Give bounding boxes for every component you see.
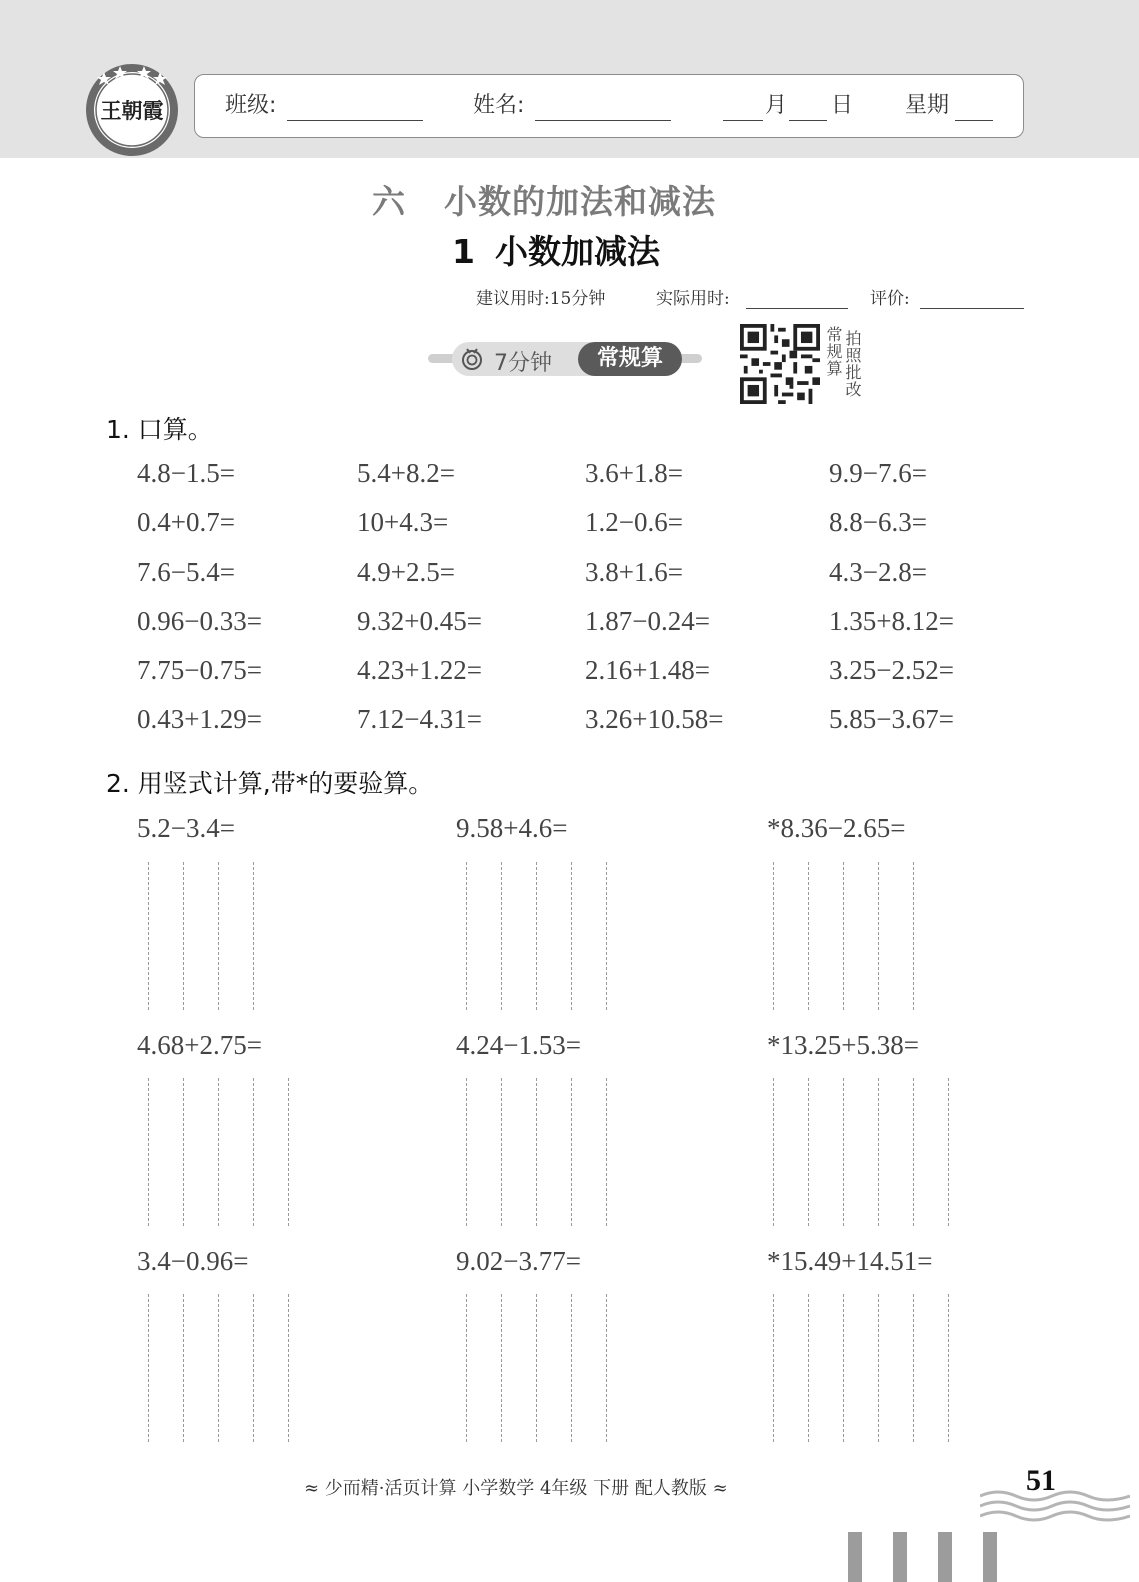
lesson-number: 1 xyxy=(452,232,475,271)
actual-time-label: 实际用时: xyxy=(656,289,730,309)
chapter-title: 小数的加法和减法 xyxy=(444,182,716,221)
question-2-title: 2. 用竖式计算,带*的要验算。 xyxy=(106,769,434,798)
day-field[interactable] xyxy=(789,98,827,121)
vertical-calc-problem: 9.02−3.77= xyxy=(456,1246,581,1276)
work-area[interactable] xyxy=(466,1078,616,1226)
mental-math-item: 7.6−5.4= xyxy=(137,557,235,587)
vertical-calc-problem: 4.68+2.75= xyxy=(137,1030,262,1060)
edge-mark xyxy=(893,1532,907,1582)
mental-math-item: 9.32+0.45= xyxy=(357,606,482,636)
qr-code-icon[interactable] xyxy=(740,324,820,404)
actual-time-field[interactable] xyxy=(746,290,848,309)
mental-math-item: 1.87−0.24= xyxy=(585,606,710,636)
mental-math-item: 3.25−2.52= xyxy=(829,655,954,685)
mental-math-item: 3.6+1.8= xyxy=(585,458,683,488)
qr-caption-left: 常规算 xyxy=(824,326,843,377)
class-field[interactable] xyxy=(287,98,423,121)
qr-caption-right: 拍照批改 xyxy=(843,330,862,398)
chapter-number: 六 xyxy=(372,182,406,221)
medal-icon xyxy=(460,347,484,371)
work-area[interactable] xyxy=(466,862,616,1010)
lesson-title: 小数加减法 xyxy=(494,232,660,271)
mental-math-item: 3.8+1.6= xyxy=(585,557,683,587)
work-area[interactable] xyxy=(148,1078,298,1226)
work-area[interactable] xyxy=(148,1294,298,1442)
logo-text: 王朝霞 xyxy=(100,98,164,123)
vertical-calc-problem: 5.2−3.4= xyxy=(137,813,235,843)
month-label: 月 xyxy=(765,93,788,118)
day-label: 日 xyxy=(831,93,854,118)
vertical-calc-problem: 4.24−1.53= xyxy=(456,1030,581,1060)
mental-math-item: 5.4+8.2= xyxy=(357,458,455,488)
work-area[interactable] xyxy=(773,862,923,1010)
vertical-calc-problem: *13.25+5.38= xyxy=(767,1030,919,1060)
footer-book-info: ≈ 少而精·活页计算 小学数学 4年级 下册 配人教版 ≈ xyxy=(304,1478,728,1499)
mental-math-item: 0.4+0.7= xyxy=(137,507,235,537)
work-area[interactable] xyxy=(773,1078,958,1226)
mental-math-item: 1.35+8.12= xyxy=(829,606,954,636)
badge-label: 常规算 xyxy=(578,342,682,376)
name-field[interactable] xyxy=(535,98,671,121)
mental-math-item: 4.3−2.8= xyxy=(829,557,927,587)
question-1-title: 1. 口算。 xyxy=(106,415,213,444)
mental-math-item: 2.16+1.48= xyxy=(585,655,710,685)
mental-math-item: 0.43+1.29= xyxy=(137,704,262,734)
work-area[interactable] xyxy=(773,1294,958,1442)
page-number: 51 xyxy=(1026,1464,1056,1497)
month-field[interactable] xyxy=(723,98,763,121)
edge-mark xyxy=(848,1532,862,1582)
mental-math-item: 4.8−1.5= xyxy=(137,458,235,488)
name-label: 姓名: xyxy=(473,93,525,118)
mental-math-item: 8.8−6.3= xyxy=(829,507,927,537)
rating-field[interactable] xyxy=(920,290,1024,309)
mental-math-item: 3.26+10.58= xyxy=(585,704,724,734)
student-info-bar xyxy=(194,74,1024,138)
brand-logo xyxy=(84,62,180,158)
rating-label: 评价: xyxy=(870,289,910,309)
edge-mark xyxy=(938,1532,952,1582)
mental-math-item: 0.96−0.33= xyxy=(137,606,262,636)
mental-math-item: 7.12−4.31= xyxy=(357,704,482,734)
vertical-calc-problem: *15.49+14.51= xyxy=(767,1246,933,1276)
vertical-calc-problem: *8.36−2.65= xyxy=(767,813,906,843)
mental-math-item: 7.75−0.75= xyxy=(137,655,262,685)
vertical-calc-problem: 3.4−0.96= xyxy=(137,1246,249,1276)
mental-math-item: 5.85−3.67= xyxy=(829,704,954,734)
weekday-field[interactable] xyxy=(955,98,993,121)
lesson-heading xyxy=(452,226,660,273)
edge-mark xyxy=(983,1532,997,1582)
work-area[interactable] xyxy=(466,1294,616,1442)
work-area[interactable] xyxy=(148,862,268,1010)
mental-math-item: 4.23+1.22= xyxy=(357,655,482,685)
badge-time: 7分钟 xyxy=(494,351,552,376)
mental-math-item: 4.9+2.5= xyxy=(357,557,455,587)
mental-math-item: 10+4.3= xyxy=(357,507,449,537)
weekday-label: 星期 xyxy=(905,93,950,118)
vertical-calc-problem: 9.58+4.6= xyxy=(456,813,568,843)
mental-math-item: 1.2−0.6= xyxy=(585,507,683,537)
chapter-heading xyxy=(372,176,716,223)
mental-math-item: 9.9−7.6= xyxy=(829,458,927,488)
class-label: 班级: xyxy=(225,93,277,118)
suggested-time: 建议用时:15分钟 xyxy=(476,289,606,309)
